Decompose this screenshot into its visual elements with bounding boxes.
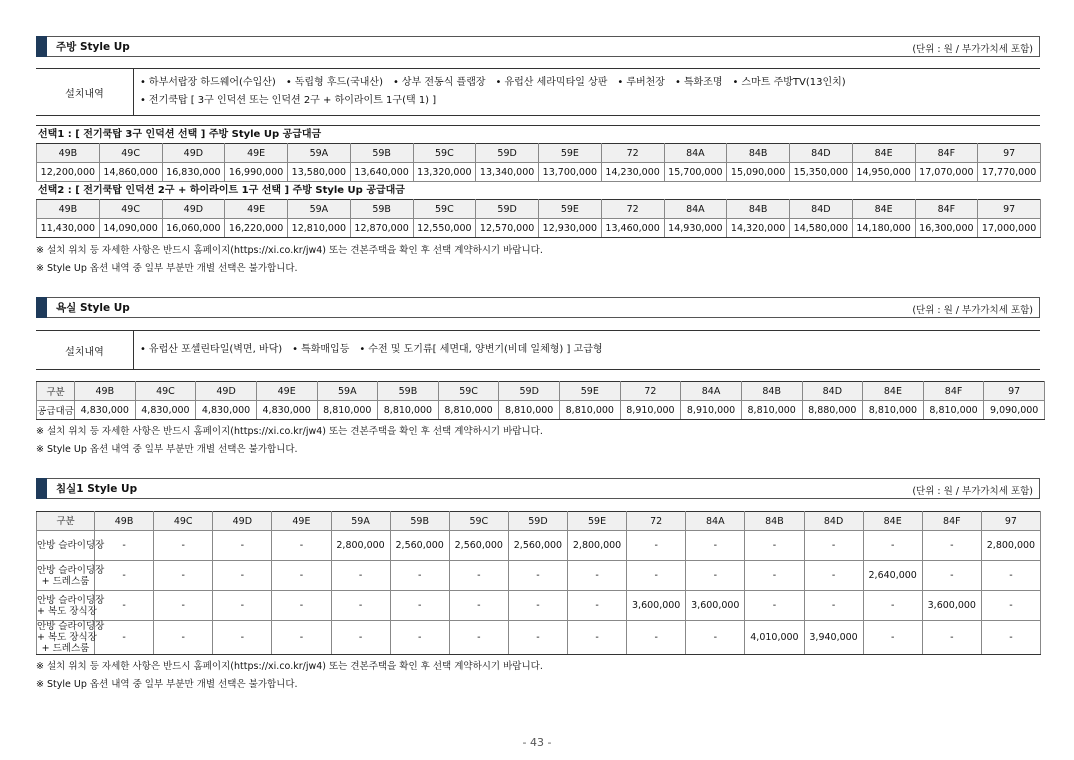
table-cell: 59D <box>508 512 567 531</box>
table-cell: 84B <box>727 144 790 163</box>
bullet-icon: • <box>617 77 624 88</box>
table-row <box>37 163 1041 182</box>
bullet-icon: • <box>140 344 146 355</box>
table-cell: 49E <box>225 144 288 163</box>
install-item-text: 스마트 주방TV(13인치) <box>741 77 846 88</box>
bedroom-note-1: ※ 설치 위치 등 자세한 사항은 반드시 홈페이지(https://xi.co.kr/jw4) 또는 견본주택을 확인 후 선택 계약하시기 바랍니다. <box>36 661 543 672</box>
install-item <box>292 344 349 355</box>
table-cell: 4,830,000 <box>256 401 317 420</box>
row-label-line: 구분 <box>56 515 75 527</box>
table-cell: - <box>213 561 272 591</box>
row-label-line: 공급대금 <box>37 406 74 417</box>
table-cell: 8,810,000 <box>863 401 924 420</box>
table-cell: 49E <box>256 382 317 401</box>
kitchen-unit-note: (단위 : 원 / 부가가치세 포함) <box>912 44 1033 55</box>
table-cell: 84D <box>802 382 863 401</box>
table-cell: 84A <box>681 382 742 401</box>
table-cell: 12,550,000 <box>413 219 476 238</box>
table-cell: 4,010,000 <box>745 621 804 655</box>
bullet-icon: • <box>140 95 146 106</box>
table-cell: 3,600,000 <box>686 591 745 621</box>
row-label-line: + 복도 장식장 <box>37 632 97 643</box>
table-cell: - <box>686 531 745 561</box>
table-cell: 72 <box>601 200 664 219</box>
install-item <box>496 77 608 88</box>
table-cell: 14,580,000 <box>790 219 853 238</box>
table-cell: - <box>745 531 804 561</box>
table-cell: 59E <box>560 382 621 401</box>
table-cell: - <box>272 591 331 621</box>
bullet-icon: • <box>140 77 146 88</box>
table-cell: - <box>272 531 331 561</box>
table-cell: 49E <box>225 200 288 219</box>
table-cell: 59C <box>449 512 508 531</box>
bath-install-line-1 <box>140 341 613 359</box>
table-cell: - <box>213 591 272 621</box>
kitchen-install-line-1 <box>140 74 856 92</box>
table-cell: 16,060,000 <box>162 219 225 238</box>
table-cell: 8,810,000 <box>317 401 378 420</box>
install-item-text: 상부 전동식 플랩장 <box>401 77 486 88</box>
table-cell: 49C <box>135 382 196 401</box>
table-cell: - <box>213 531 272 561</box>
bullet-icon: • <box>292 344 299 355</box>
table-row <box>37 382 1045 401</box>
table-cell: 59D <box>476 144 539 163</box>
table-row <box>37 621 1041 655</box>
table-row <box>37 561 1041 591</box>
table-cell: 12,810,000 <box>288 219 351 238</box>
table-cell: - <box>804 591 863 621</box>
table-cell: 14,860,000 <box>99 163 162 182</box>
install-item-text: 루버천장 <box>626 77 665 88</box>
table-cell: 4,830,000 <box>196 401 257 420</box>
table-cell: - <box>390 621 449 655</box>
row-label-line: 안방 슬라이딩장 <box>37 564 105 576</box>
table-cell: - <box>390 591 449 621</box>
table-cell: 49D <box>162 200 225 219</box>
table-cell: - <box>508 591 567 621</box>
install-item <box>675 77 723 88</box>
table-cell: 59D <box>476 200 539 219</box>
bath-install-label: 설치내역 <box>36 331 134 369</box>
row-label-line: 안방 슬라이딩장 <box>37 540 105 551</box>
table-cell: - <box>95 621 154 655</box>
table-cell: - <box>863 531 922 561</box>
table-cell: 59C <box>413 144 476 163</box>
bath-install-items <box>134 331 619 369</box>
table-cell: 3,600,000 <box>922 591 981 621</box>
kitchen-section-header <box>36 36 1040 57</box>
section-marker <box>36 478 47 499</box>
table-cell: 84D <box>790 144 853 163</box>
table-cell: - <box>863 591 922 621</box>
table-cell: 12,870,000 <box>350 219 413 238</box>
table-cell: 84E <box>852 144 915 163</box>
table-cell: 49C <box>99 200 162 219</box>
install-item-text: 유럽산 포셀린타일(벽면, 바닥) <box>148 344 283 355</box>
table-cell: 17,770,000 <box>978 163 1041 182</box>
table-cell: 59A <box>317 382 378 401</box>
bath-unit-note: (단위 : 원 / 부가가치세 포함) <box>912 305 1033 316</box>
install-item <box>733 77 846 88</box>
bullet-icon: • <box>392 77 399 88</box>
bath-install-box <box>36 330 1040 370</box>
table-cell: 15,700,000 <box>664 163 727 182</box>
table-cell: 8,910,000 <box>620 401 681 420</box>
table-cell: 49B <box>37 144 100 163</box>
table-cell: 59B <box>350 144 413 163</box>
table-cell: - <box>804 531 863 561</box>
table-cell: - <box>745 561 804 591</box>
table-cell: 97 <box>984 382 1045 401</box>
table-cell: 8,810,000 <box>378 401 439 420</box>
table-cell: 59C <box>438 382 499 401</box>
table-cell: 97 <box>978 144 1041 163</box>
table-row <box>37 219 1041 238</box>
table-row <box>37 591 1041 621</box>
table-cell: 59D <box>499 382 560 401</box>
table-cell: 13,580,000 <box>288 163 351 182</box>
table-cell: 59A <box>288 144 351 163</box>
install-item-text: 유럽산 세라믹타일 상판 <box>504 77 608 88</box>
table-cell: 49D <box>196 382 257 401</box>
table-cell: 84F <box>922 512 981 531</box>
install-item <box>140 95 436 106</box>
install-item <box>617 77 665 88</box>
table-cell: 8,810,000 <box>741 401 802 420</box>
table-cell: 13,320,000 <box>413 163 476 182</box>
bath-note-2: ※ Style Up 옵션 내역 중 일부 부분만 개별 선택은 불가합니다. <box>36 444 298 455</box>
table-cell: - <box>981 621 1040 655</box>
kitchen-install-label: 설치내역 <box>36 69 134 115</box>
table-cell: 8,810,000 <box>923 401 984 420</box>
table-cell: 13,640,000 <box>350 163 413 182</box>
table-cell: 84A <box>664 144 727 163</box>
table-cell: 11,430,000 <box>37 219 100 238</box>
row-label-line: + 드레스룸 <box>41 575 90 587</box>
table-cell: 14,090,000 <box>99 219 162 238</box>
table-cell: 49B <box>75 382 136 401</box>
row-label <box>37 382 75 401</box>
kitchen-install-box <box>36 68 1040 116</box>
table-row <box>37 401 1045 420</box>
table-cell: 59C <box>413 200 476 219</box>
table-cell: - <box>272 621 331 655</box>
kitchen-section-title: 주방 Style Up <box>56 41 130 53</box>
kitchen-install-items <box>134 69 862 115</box>
table-cell: 49C <box>99 144 162 163</box>
table-cell: 72 <box>627 512 686 531</box>
table-cell: 59E <box>568 512 627 531</box>
table-cell: 16,990,000 <box>225 163 288 182</box>
table-cell: 49E <box>272 512 331 531</box>
table-cell: - <box>804 561 863 591</box>
bedroom-note-2: ※ Style Up 옵션 내역 중 일부 부분만 개별 선택은 불가합니다. <box>36 679 298 690</box>
table-cell: 2,800,000 <box>981 531 1040 561</box>
table-cell: 14,950,000 <box>852 163 915 182</box>
table-cell: - <box>449 621 508 655</box>
row-label <box>37 401 75 420</box>
table-cell: - <box>863 621 922 655</box>
table-cell: 59B <box>390 512 449 531</box>
table-cell: - <box>95 561 154 591</box>
bedroom-section-header <box>36 478 1040 499</box>
table-cell: 12,930,000 <box>539 219 602 238</box>
table-cell: 16,830,000 <box>162 163 225 182</box>
table-cell: - <box>627 561 686 591</box>
table-cell: 84B <box>745 512 804 531</box>
table-cell: 13,460,000 <box>601 219 664 238</box>
table-cell: 3,940,000 <box>804 621 863 655</box>
table-cell: 14,320,000 <box>727 219 790 238</box>
row-label-line: 안방 슬라이딩장 <box>37 594 105 606</box>
table-cell: 17,070,000 <box>915 163 978 182</box>
table-cell: - <box>981 561 1040 591</box>
table-cell: 4,830,000 <box>135 401 196 420</box>
table-cell: 49D <box>213 512 272 531</box>
row-label-line: 안방 슬라이딩장 <box>37 621 105 632</box>
install-item <box>286 77 383 88</box>
bullet-icon: • <box>495 77 502 88</box>
table-cell: 84A <box>664 200 727 219</box>
table-cell: 59E <box>539 144 602 163</box>
install-item-text: 특화조명 <box>683 77 723 88</box>
table-cell: - <box>568 591 627 621</box>
table-cell: 84E <box>852 200 915 219</box>
row-label <box>37 591 105 621</box>
table-cell: - <box>508 621 567 655</box>
table-cell: 8,880,000 <box>802 401 863 420</box>
row-label-line: 구분 <box>46 387 65 398</box>
table-cell: 84E <box>863 512 922 531</box>
table-cell: 9,090,000 <box>984 401 1045 420</box>
table-cell: - <box>922 561 981 591</box>
section-marker <box>36 297 47 318</box>
table-cell: 2,560,000 <box>508 531 567 561</box>
bath-price-table <box>36 381 1045 420</box>
table-cell: 49C <box>154 512 213 531</box>
table-cell: 14,180,000 <box>852 219 915 238</box>
kitchen-option1-title: 선택1 : [ 전기쿡탑 3구 인덕션 선택 ] 주방 Style Up 공급대금 <box>36 125 1040 143</box>
table-cell: - <box>154 621 213 655</box>
row-label <box>37 561 105 591</box>
table-cell: 84B <box>727 200 790 219</box>
table-cell: 72 <box>620 382 681 401</box>
bath-section-header <box>36 297 1040 318</box>
table-cell: 3,600,000 <box>627 591 686 621</box>
table-cell: - <box>745 591 804 621</box>
row-label <box>37 512 95 531</box>
table-cell: 16,300,000 <box>915 219 978 238</box>
kitchen-install-line-2 <box>140 92 856 110</box>
install-item-text: 하부서랍장 하드웨어(수입산) <box>148 77 276 88</box>
table-row <box>37 512 1041 531</box>
section-marker <box>36 36 47 57</box>
table-cell: 13,340,000 <box>476 163 539 182</box>
bullet-icon: • <box>732 77 739 88</box>
table-cell: - <box>331 591 390 621</box>
table-cell: 84F <box>915 144 978 163</box>
table-cell: 84B <box>741 382 802 401</box>
table-cell: 2,640,000 <box>863 561 922 591</box>
table-cell: - <box>568 621 627 655</box>
table-cell: 59B <box>378 382 439 401</box>
bath-note-1: ※ 설치 위치 등 자세한 사항은 반드시 홈페이지(https://xi.co.kr/jw4) 또는 견본주택을 확인 후 선택 계약하시기 바랍니다. <box>36 426 543 437</box>
table-cell: 49B <box>37 200 100 219</box>
row-label <box>37 531 105 561</box>
table-cell: 12,570,000 <box>476 219 539 238</box>
table-cell: - <box>686 621 745 655</box>
page-number: - 43 - <box>522 736 552 749</box>
table-cell: 14,230,000 <box>601 163 664 182</box>
table-row <box>37 531 1041 561</box>
table-cell: 16,220,000 <box>225 219 288 238</box>
install-item-text: 수전 및 도기류[ 세면대, 양변기(비데 일체형) ] 고급형 <box>368 344 603 355</box>
table-cell: - <box>981 591 1040 621</box>
table-cell: 59B <box>350 200 413 219</box>
table-cell: 59E <box>539 200 602 219</box>
table-cell: 15,090,000 <box>727 163 790 182</box>
table-cell: - <box>922 531 981 561</box>
row-label <box>37 621 105 655</box>
install-item-text: 특화매입등 <box>301 344 350 355</box>
table-cell: - <box>213 621 272 655</box>
install-item-text: 전기쿡탑 [ 3구 인덕션 또는 인덕션 2구 + 하이라이트 1구(택 1) ] <box>148 95 437 106</box>
table-cell: - <box>331 621 390 655</box>
table-cell: - <box>154 531 213 561</box>
table-cell: - <box>449 591 508 621</box>
kitchen-option1-table <box>36 143 1041 182</box>
table-row <box>37 200 1041 219</box>
table-cell: - <box>154 591 213 621</box>
table-cell: 8,910,000 <box>681 401 742 420</box>
table-cell: 2,560,000 <box>449 531 508 561</box>
table-cell: 72 <box>601 144 664 163</box>
bedroom-price-table <box>36 511 1041 655</box>
table-cell: - <box>508 561 567 591</box>
row-label-line: + 복도 장식장 <box>37 605 97 617</box>
install-item <box>359 344 602 355</box>
table-cell: 8,810,000 <box>560 401 621 420</box>
table-cell: 15,350,000 <box>790 163 853 182</box>
table-cell: - <box>154 561 213 591</box>
table-cell: 84E <box>863 382 924 401</box>
table-cell: 14,930,000 <box>664 219 727 238</box>
table-cell: 84D <box>804 512 863 531</box>
table-cell: 8,810,000 <box>438 401 499 420</box>
install-item <box>393 77 486 88</box>
table-cell: 2,800,000 <box>331 531 390 561</box>
table-cell: - <box>627 531 686 561</box>
table-cell: 97 <box>981 512 1040 531</box>
bullet-icon: • <box>359 344 366 355</box>
table-cell: 2,800,000 <box>568 531 627 561</box>
table-cell: 97 <box>978 200 1041 219</box>
table-cell: 84A <box>686 512 745 531</box>
kitchen-note-1: ※ 설치 위치 등 자세한 사항은 반드시 홈페이지(https://xi.co.kr/jw4) 또는 견본주택을 확인 후 선택 계약하시기 바랍니다. <box>36 245 543 256</box>
kitchen-option2-title: 선택2 : [ 전기쿡탑 인덕션 2구 + 하이라이트 1구 선택 ] 주방 Style Up 공급대금 <box>38 185 405 196</box>
table-row <box>37 144 1041 163</box>
bullet-icon: • <box>674 77 681 88</box>
install-item-text: 독립형 후드(국내산) <box>294 77 383 88</box>
table-cell: 59A <box>288 200 351 219</box>
table-cell: 84F <box>915 200 978 219</box>
table-cell: - <box>331 561 390 591</box>
bedroom-section-title: 침실1 Style Up <box>56 483 138 495</box>
row-label-line: + 드레스룸 <box>41 643 90 654</box>
table-cell: 49D <box>162 144 225 163</box>
table-cell: - <box>686 561 745 591</box>
bullet-icon: • <box>285 77 292 88</box>
table-cell: 84D <box>790 200 853 219</box>
table-cell: - <box>922 621 981 655</box>
install-item <box>140 344 282 355</box>
bedroom-unit-note: (단위 : 원 / 부가가치세 포함) <box>912 486 1033 497</box>
table-cell: 84F <box>923 382 984 401</box>
table-cell: - <box>95 531 154 561</box>
table-cell: 49B <box>95 512 154 531</box>
table-cell: - <box>390 561 449 591</box>
table-cell: - <box>449 561 508 591</box>
table-cell: 2,560,000 <box>390 531 449 561</box>
bath-section-title: 욕실 Style Up <box>56 302 130 314</box>
install-item <box>140 77 276 88</box>
table-cell: - <box>568 561 627 591</box>
kitchen-note-2: ※ Style Up 옵션 내역 중 일부 부분만 개별 선택은 불가합니다. <box>36 263 298 274</box>
table-cell: 17,000,000 <box>978 219 1041 238</box>
table-cell: 13,700,000 <box>539 163 602 182</box>
table-cell: 8,810,000 <box>499 401 560 420</box>
table-cell: 12,200,000 <box>37 163 100 182</box>
kitchen-option2-table <box>36 199 1041 238</box>
table-cell: - <box>627 621 686 655</box>
table-cell: - <box>95 591 154 621</box>
table-cell: - <box>272 561 331 591</box>
table-cell: 4,830,000 <box>75 401 136 420</box>
table-cell: 59A <box>331 512 390 531</box>
